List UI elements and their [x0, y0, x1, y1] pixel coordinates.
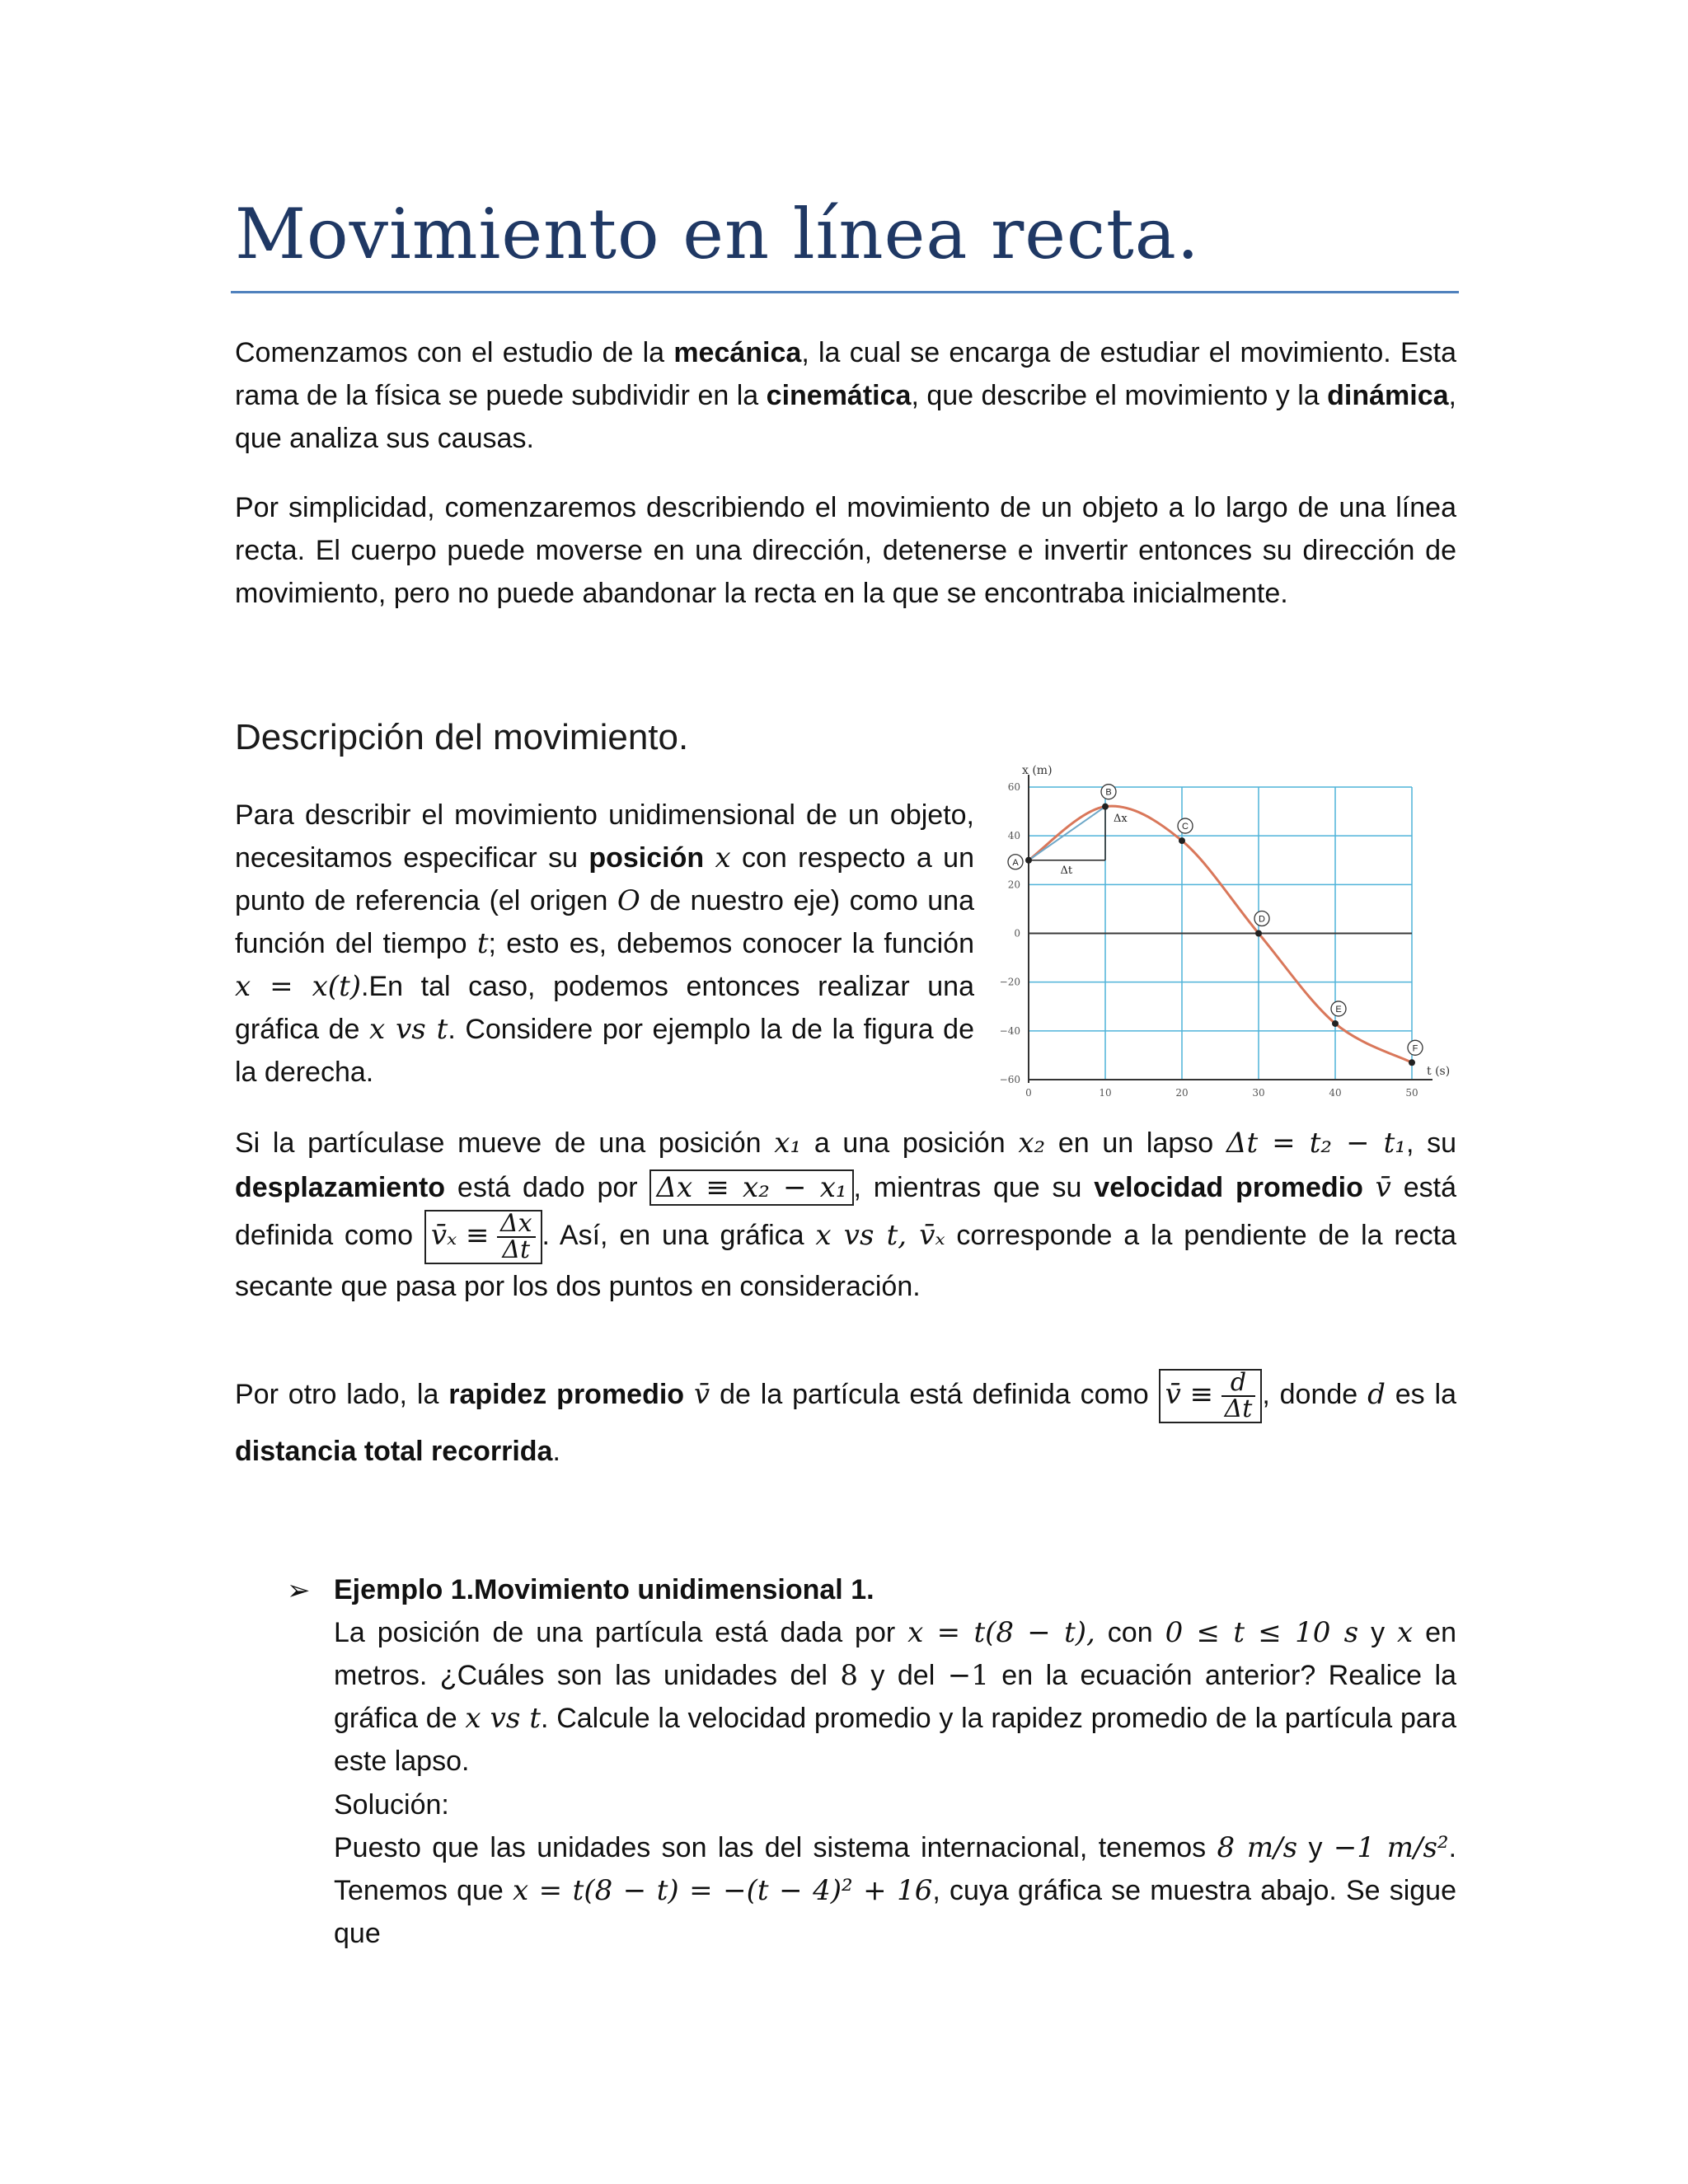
y-tick-label: 40: [1007, 830, 1020, 842]
y-tick-label: 0: [1014, 927, 1020, 940]
chart-marks: [1008, 785, 1423, 1066]
x-tick-label: 10: [1099, 1087, 1112, 1099]
delta-x-label: Δx: [1114, 813, 1128, 826]
position-time-chart: [996, 762, 1457, 1100]
data-point-f: [1409, 1059, 1415, 1066]
chart-ticks: [1000, 781, 1418, 1099]
x-tick-label: 30: [1252, 1087, 1265, 1099]
chart-axes: [1029, 775, 1432, 1083]
description-paragraph: Para describir el movimiento unidimensional de un objeto, necesitamos especificar su posición x con respecto a un punto de referencia (el origen O de nuestro eje) como una función del tiempo t; esto es, debemos conocer la función x = x(t).En tal caso, podemos entonces realizar una gráfica de x vs t. Considere por ejemplo la de la figura de la derecha.: [235, 799, 975, 1088]
point-label-e: E: [1335, 1004, 1342, 1015]
section-heading: Descripción del movimiento.: [235, 717, 689, 757]
y-tick-label: 60: [1007, 781, 1020, 793]
x-tick-label: 50: [1405, 1087, 1418, 1099]
title-divider: [231, 291, 1459, 293]
displacement-formula-box: Δx ≡ x₂ − x₁: [649, 1169, 853, 1206]
data-point-e: [1332, 1020, 1339, 1027]
point-label-d: D: [1259, 914, 1265, 925]
intro-paragraph-2: Por simplicidad, comenzaremos describiendo el movimiento de un objeto a lo largo de una línea recta. El cuerpo puede moverse en una dirección, detenerse e invertir entonces su dirección de movimiento, pero no puede abandonar la recta en la que se encontraba inicialmente.: [235, 492, 1456, 609]
y-tick-label: −20: [999, 976, 1020, 988]
arrow-bullet-icon: ➢: [287, 1575, 311, 1606]
data-point-b: [1102, 804, 1109, 810]
x-tick-label: 40: [1329, 1087, 1342, 1099]
x-axis-label: t (s): [1427, 1065, 1451, 1078]
point-label-b: B: [1105, 787, 1112, 798]
example-statement: La posición de una partícula está dada por x = t(8 − t), con 0 ≤ t ≤ 10 s y x en metros. ¿Cuáles son las unidades del 8 y del −1 en la ecuación anterior? Realice la gráfica de x vs t. Calcule la velocidad promedio y la rapidez promedio de la partícula para este lapso.: [334, 1616, 1456, 1777]
solution-label: Solución:: [334, 1789, 449, 1821]
data-point-c: [1179, 837, 1185, 844]
y-tick-label: 20: [1007, 879, 1020, 891]
position-curve: [1029, 806, 1412, 1062]
x-tick-label: 20: [1175, 1087, 1189, 1099]
displacement-paragraph: Si la partículase mueve de una posición x₁ a una posición x₂ en un lapso Δt = t₂ − t₁, su desplazamiento está dado por Δx ≡ x₂ − x₁ , mientras que su velocidad promedio v̄ está definida como v̄ₓ ≡ $\frac{\Delta x}{\Delta t}$ . Así, en una gráfica x vs t, v̄ₓ corresponde a la pendiente de la recta secante que pasa por los dos puntos en consideración.: [235, 1127, 1457, 1302]
solution-text: Puesto que las unidades son las del sistema internacional, tenemos 8 m/s y −1 m/s². Tenemos que x = t(8 − t) = −(t − 4)² + 16, cuya gráfica se muestra abajo. Se sigue que: [334, 1831, 1457, 1949]
point-label-f: F: [1412, 1043, 1418, 1054]
speed-paragraph: Por otro lado, la rapidez promedio v̄ de la partícula está definida como v̄ ≡ $\frac{d}{\Delta t}$ , donde d es la distancia total recorrida.: [235, 1368, 1457, 1468]
point-label-a: A: [1012, 857, 1019, 868]
x-tick-label: 0: [1025, 1087, 1032, 1099]
y-axis-label: x (m): [1022, 764, 1053, 777]
page-title: Movimiento en línea recta.: [235, 194, 1200, 274]
secant-line: [1029, 807, 1105, 860]
intro-paragraph-1: Comenzamos con el estudio de la mecánica, la cual se encarga de estudiar el movimiento. Esta rama de la física se puede subdividir en la cinemática, que describe el movimiento y la dinámica, que analiza sus causas.: [235, 337, 1456, 454]
example-title: Ejemplo 1.Movimiento unidimensional 1.: [334, 1574, 874, 1605]
velocity-formula-box: v̄ₓ ≡ $\frac{\Delta x}{\Delta t}$: [424, 1210, 542, 1264]
y-tick-label: −40: [999, 1024, 1020, 1037]
data-point-d: [1255, 930, 1262, 937]
data-point-a: [1025, 857, 1032, 864]
point-label-c: C: [1182, 822, 1189, 832]
y-tick-label: −60: [999, 1074, 1020, 1085]
delta-t-label: Δt: [1060, 864, 1073, 877]
speed-formula-box: v̄ ≡ $\frac{d}{\Delta t}$: [1159, 1369, 1263, 1423]
